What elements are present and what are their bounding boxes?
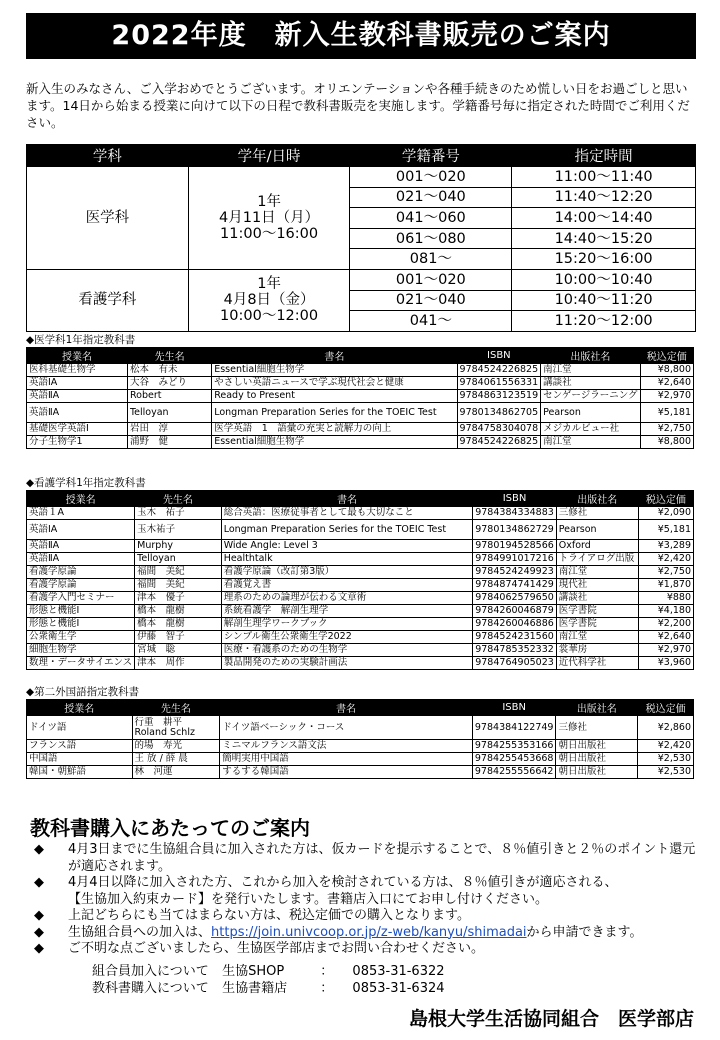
organization-name: 島根大学生活協同組合 医学部店 [408, 1008, 694, 1030]
header-book-title-cell: 書名 [220, 700, 473, 716]
teacher-cell: 浦野 健 [127, 436, 211, 449]
course-cell: 看護学原論 [27, 566, 135, 579]
price-cell: ¥2,750 [640, 423, 693, 436]
header-book-title-cell: 書名 [221, 491, 473, 507]
note-text: 生協組合員への加入は、 [68, 924, 212, 940]
note-item [30, 941, 700, 958]
table-row [27, 507, 694, 520]
isbn-cell: 9784524231560 [473, 631, 557, 644]
bullet-icon: ◆ [34, 941, 44, 956]
isbn-cell: 9784384122749 [472, 716, 556, 740]
teacher-cell: 伊藤 智子 [135, 631, 222, 644]
bullet-icon: ◆ [34, 908, 44, 923]
book-title-cell: シンプル衛生公衆衛生学2022 [221, 631, 473, 644]
teacher-cell: 玉木祐子 [135, 520, 222, 540]
header-isbn-cell: ISBN [473, 491, 557, 507]
teacher-cell: 玉木 祐子 [135, 507, 222, 520]
price-cell: ¥2,420 [638, 740, 694, 753]
publisher-cell: 朝日出版社 [556, 766, 638, 779]
time-slot: 10:00〜10:40 [512, 269, 696, 290]
book-title-cell: Essential細胞生物学 [212, 364, 457, 377]
publisher-cell: 三修社 [556, 507, 638, 520]
price-cell: ¥5,181 [640, 403, 693, 423]
isbn-cell: 9784524226825 [457, 436, 541, 449]
price-cell: ¥2,970 [638, 644, 693, 657]
table-row [27, 390, 694, 403]
student-id-range: 001〜020 [350, 167, 512, 188]
contact-label: 教科書購入について [92, 981, 209, 996]
price-cell: ¥5,181 [638, 520, 693, 540]
table-row [27, 579, 694, 592]
isbn-cell: 9784863123519 [457, 390, 541, 403]
book-title-cell: 総合英語：医療従事者として最も大切なこと [221, 507, 473, 520]
note-text: から申請できます。 [526, 924, 643, 940]
publisher-cell: Pearson [541, 403, 640, 423]
book-title-cell: Healthtalk [221, 553, 473, 566]
teacher-cell: 橋本 龍樹 [135, 605, 222, 618]
table-row [27, 566, 694, 579]
header-course-cell: 授業名 [27, 700, 133, 716]
table-row [27, 364, 694, 377]
teacher-cell: 津本 優子 [135, 592, 222, 605]
price-cell: ¥8,800 [640, 436, 693, 449]
header-book-title-cell: 書名 [212, 348, 457, 364]
book-title-cell: 看護学原論（改訂第3版） [221, 566, 473, 579]
course-cell: 公衆衛生学 [27, 631, 135, 644]
book-title-cell: 医学英語 1 語彙の充実と読解力の向上 [212, 423, 457, 436]
isbn-cell: 9784260046886 [473, 618, 557, 631]
price-cell: ¥880 [638, 592, 693, 605]
isbn-cell: 9784384334883 [473, 507, 557, 520]
publisher-cell: 近代科学社 [556, 657, 638, 670]
page-title: 2022年度 新入生教科書販売のご案内 [26, 13, 696, 59]
isbn-cell: 9780194528566 [473, 540, 557, 553]
isbn-cell: 9784061556331 [457, 377, 541, 390]
publisher-cell: 裳華房 [556, 644, 638, 657]
guide-notes [30, 842, 700, 958]
table-row [27, 657, 694, 670]
publisher-cell: 講談社 [541, 377, 640, 390]
table-row [27, 377, 694, 390]
course-cell: ドイツ語 [27, 716, 133, 740]
teacher-cell: 松本 有未 [127, 364, 211, 377]
isbn-cell: 9784260046879 [473, 605, 557, 618]
med-books-table [26, 347, 694, 449]
publisher-cell: 医学書院 [556, 605, 638, 618]
isbn-cell: 9784255453668 [472, 753, 556, 766]
schedule-header-row [27, 145, 696, 167]
header-course-cell: 授業名 [27, 348, 128, 364]
time-slot: 10:40〜11:20 [512, 290, 696, 311]
course-cell: 英語１A [27, 507, 135, 520]
student-id-range: 041〜 [350, 311, 512, 332]
isbn-cell: 9780134862729 [473, 520, 557, 540]
student-id-range: 061〜080 [350, 228, 512, 249]
isbn-cell: 9784785352332 [473, 644, 557, 657]
dept-nurse: 看護学科 [27, 269, 189, 331]
publisher-cell: 講談社 [556, 592, 638, 605]
header-price-cell: 税込定価 [640, 348, 693, 364]
course-cell: 英語ⅠA [27, 377, 128, 390]
course-cell: 数理・データサイエンス [27, 657, 135, 670]
price-cell: ¥3,289 [638, 540, 693, 553]
note-text: 4月4日以降に加入された方、これから加入を検討されている方は、８％値引きが適応される、 【生協加入約束カード】を発行いたします。書籍店入口にてお申し付けください。 [68, 875, 618, 907]
time-slot: 14:00〜14:40 [512, 208, 696, 229]
table-row [27, 520, 694, 540]
bullet-icon: ◆ [34, 875, 44, 890]
teacher-cell: 橋本 龍樹 [135, 618, 222, 631]
student-id-range: 021〜040 [350, 187, 512, 208]
teacher-cell: 林 河運 [132, 766, 220, 779]
publisher-cell: 現代社 [556, 579, 638, 592]
course-cell: 英語ⅡA [27, 390, 128, 403]
date-line: 4月11日（月） [219, 209, 320, 226]
course-cell: 看護学原論 [27, 579, 135, 592]
price-cell: ¥2,640 [640, 377, 693, 390]
course-cell: 細胞生物学 [27, 644, 135, 657]
note-text: ご不明な点ございましたら、生協医学部店までお問い合わせください。 [68, 941, 485, 956]
isbn-cell: 9784764905023 [473, 657, 557, 670]
header-dept: 学科 [27, 145, 189, 167]
time-slot: 15:20〜16:00 [512, 249, 696, 270]
teacher-cell: 岩田 淳 [127, 423, 211, 436]
price-cell: ¥2,860 [638, 716, 694, 740]
isbn-cell: 9784062579650 [473, 592, 557, 605]
price-cell: ¥4,180 [638, 605, 693, 618]
course-cell: 基礎医学英語Ⅰ [27, 423, 128, 436]
header-teacher-cell: 先生名 [132, 700, 220, 716]
teacher-cell: 行重 耕平 Roland Schlz [132, 716, 220, 740]
header-teacher-cell: 先生名 [127, 348, 211, 364]
lang-books-title: ◆第二外国語指定教科書 [26, 686, 140, 698]
book-title-cell: 解剖生理学ワークブック [221, 618, 473, 631]
table-row [27, 716, 694, 740]
course-cell: 分子生物学1 [27, 436, 128, 449]
book-title-cell: やさしい英語ニュースで学ぶ現代社会と健康 [212, 377, 457, 390]
med-books-title: ◆医学科1年指定教科書 [26, 334, 136, 346]
time-slot: 14:40〜15:20 [512, 228, 696, 249]
table-row [27, 644, 694, 657]
publisher-cell: トライアログ出版 [556, 553, 638, 566]
header-price-cell: 税込定価 [638, 491, 693, 507]
book-title-cell: 医療・看護系のための生物学 [221, 644, 473, 657]
contact-tel: 0853-31-6324 [352, 981, 445, 996]
time-slot: 11:00〜11:40 [512, 167, 696, 188]
table-row [27, 766, 694, 779]
date-line: 11:00〜16:00 [220, 225, 319, 242]
book-title-cell: Ready to Present [212, 390, 457, 403]
note-text: 上記どちらにも当てはまらない方は、税込定価での購入となります。 [68, 908, 470, 923]
price-cell: ¥2,090 [638, 507, 693, 520]
table-row [27, 436, 694, 449]
book-title-cell: 簡明実用中国語 [220, 753, 473, 766]
teacher-cell: Telloyan [135, 553, 222, 566]
student-id-range: 001〜020 [350, 269, 512, 290]
book-header-row [27, 700, 694, 716]
time-slot: 11:20〜12:00 [512, 311, 696, 332]
book-title-cell: Essential細胞生物学 [212, 436, 457, 449]
price-cell: ¥1,870 [638, 579, 693, 592]
isbn-cell: 9784524249923 [473, 566, 557, 579]
table-row [27, 631, 694, 644]
book-title-cell: 看護覚え書 [221, 579, 473, 592]
header-isbn-cell: ISBN [472, 700, 556, 716]
table-row [27, 605, 694, 618]
book-header-row [27, 491, 694, 507]
table-row [27, 269, 696, 290]
student-id-range: 021〜040 [350, 290, 512, 311]
isbn-cell: 9784255353166 [472, 740, 556, 753]
teacher-cell: 津本 周作 [135, 657, 222, 670]
table-row [27, 403, 694, 423]
teacher-cell: Telloyan [127, 403, 211, 423]
header-publisher-cell: 出版社名 [556, 700, 638, 716]
course-cell: フランス語 [27, 740, 133, 753]
book-title-cell: 理系のための論理が伝わる文章術 [221, 592, 473, 605]
table-row [27, 540, 694, 553]
header-time: 指定時間 [512, 145, 696, 167]
price-cell: ¥2,640 [638, 631, 693, 644]
price-cell: ¥2,750 [638, 566, 693, 579]
nurse-books-table [26, 490, 694, 670]
book-title-cell: Longman Preparation Series for the TOEIC Test [212, 403, 457, 423]
price-cell: ¥2,420 [638, 553, 693, 566]
isbn-cell: 9780134862705 [457, 403, 541, 423]
publisher-cell: Pearson [556, 520, 638, 540]
header-price-cell: 税込定価 [638, 700, 694, 716]
publisher-cell: 朝日出版社 [556, 753, 638, 766]
table-row [27, 618, 694, 631]
book-title-cell: Longman Preparation Series for the TOEIC Test [221, 520, 473, 540]
isbn-cell: 9784524226825 [457, 364, 541, 377]
join-link[interactable]: https://join.univcoop.or.jp/z-web/kanyu/shimadai [211, 924, 527, 940]
course-cell: 医科基礎生物学 [27, 364, 128, 377]
contact-line [92, 977, 445, 996]
note-item [30, 842, 700, 875]
contact-tel: 0853-31-6322 [352, 964, 445, 979]
table-row [27, 167, 696, 188]
contact-label: 組合員加入について [92, 964, 209, 979]
price-cell: ¥8,800 [640, 364, 693, 377]
publisher-cell: 朝日出版社 [556, 740, 638, 753]
header-id: 学籍番号 [350, 145, 512, 167]
teacher-cell: Robert [127, 390, 211, 403]
bullet-icon: ◆ [34, 842, 44, 857]
date-nurse [188, 269, 350, 331]
publisher-cell: 南江堂 [556, 566, 638, 579]
publisher-cell: メジカルビュー社 [541, 423, 640, 436]
price-cell: ¥2,530 [638, 753, 694, 766]
teacher-cell: 福間 美紀 [135, 579, 222, 592]
table-row [27, 592, 694, 605]
nurse-books-title: ◆看護学科1年指定教科書 [26, 477, 146, 489]
student-id-range: 041〜060 [350, 208, 512, 229]
dept-med: 医学科 [27, 167, 189, 270]
book-title-cell: 製品開発のための実験計画法 [221, 657, 473, 670]
book-title-cell: Wide Angle: Level 3 [221, 540, 473, 553]
note-item [30, 925, 700, 942]
book-title-cell: 系統看護学 解剖生理学 [221, 605, 473, 618]
price-cell: ¥3,960 [638, 657, 693, 670]
lang-books-table [26, 699, 694, 779]
teacher-cell: 福間 美紀 [135, 566, 222, 579]
publisher-cell: Oxford [556, 540, 638, 553]
isbn-cell: 9784255556642 [472, 766, 556, 779]
teacher-cell: 王 放 / 薛 晨 [132, 753, 220, 766]
header-teacher-cell: 先生名 [135, 491, 222, 507]
course-cell: 看護学入門セミナー [27, 592, 135, 605]
book-title-cell: ミニマルフランス語文法 [220, 740, 473, 753]
course-cell: 形態と機能Ⅰ [27, 605, 135, 618]
publisher-cell: 南江堂 [541, 436, 640, 449]
time-slot: 11:40〜12:20 [512, 187, 696, 208]
price-cell: ¥2,200 [638, 618, 693, 631]
date-line: 4月8日（金） [223, 292, 315, 309]
book-title-cell: するする韓国語 [220, 766, 473, 779]
table-row [27, 740, 694, 753]
teacher-cell: 的場 寿光 [132, 740, 220, 753]
date-line: 10:00〜12:00 [220, 308, 319, 325]
bullet-icon: ◆ [34, 924, 44, 940]
header-date: 学年/日時 [188, 145, 350, 167]
course-cell: 英語ⅡA [27, 540, 135, 553]
contact-place: 生協SHOP [222, 964, 285, 979]
schedule-table [26, 144, 696, 332]
publisher-cell: 南江堂 [556, 631, 638, 644]
publisher-cell: 三修社 [556, 716, 638, 740]
guide-title: 教科書購入にあたってのご案内 [30, 816, 310, 840]
teacher-cell: 宮城 聡 [135, 644, 222, 657]
intro-text: 新入生のみなさん、ご入学おめでとうございます。オリエンテーションや各種手続きのため慌しい日をお過ごしと思います。14日から始まる授業に向けて以下の日程で教科書販売を実施します。学籍番号毎に指定された時間でご利用ください。 [26, 81, 690, 130]
isbn-cell: 9784874741429 [473, 579, 557, 592]
table-row [27, 753, 694, 766]
table-row [27, 423, 694, 436]
publisher-cell: 南江堂 [541, 364, 640, 377]
header-isbn-cell: ISBN [457, 348, 541, 364]
table-row [27, 553, 694, 566]
course-cell: 英語ⅡA [27, 403, 128, 423]
course-cell: 英語ⅡA [27, 553, 135, 566]
course-cell: 英語ⅠA [27, 520, 135, 540]
note-item [30, 875, 700, 908]
isbn-cell: 9784758304078 [457, 423, 541, 436]
course-cell: 韓国・朝鮮語 [27, 766, 133, 779]
publisher-cell: 医学書院 [556, 618, 638, 631]
course-cell: 中国語 [27, 753, 133, 766]
note-text: 4月3日までに生協組合員に加入された方は、仮カードを提示することで、８％値引きと２％のポイント還元が適応されます。 [68, 842, 696, 874]
header-publisher-cell: 出版社名 [556, 491, 638, 507]
contact-sep: ： [320, 981, 334, 996]
date-line: 1年 [257, 276, 281, 293]
contact-sep: ： [320, 964, 334, 979]
price-cell: ¥2,970 [640, 390, 693, 403]
book-title-cell: ドイツ語ベーシック・コース [220, 716, 473, 740]
date-med [188, 167, 350, 270]
note-item [30, 908, 700, 925]
book-header-row [27, 348, 694, 364]
teacher-cell: Murphy [135, 540, 222, 553]
contact-place: 生協書籍店 [222, 981, 288, 996]
teacher-cell: 大谷 みどり [127, 377, 211, 390]
price-cell: ¥2,530 [638, 766, 694, 779]
date-line: 1年 [257, 193, 281, 210]
course-cell: 形態と機能Ⅰ [27, 618, 135, 631]
publisher-cell: センゲージラーニング [541, 390, 640, 403]
header-publisher-cell: 出版社名 [541, 348, 640, 364]
header-course-cell: 授業名 [27, 491, 135, 507]
isbn-cell: 9784991017216 [473, 553, 557, 566]
student-id-range: 081〜 [350, 249, 512, 270]
